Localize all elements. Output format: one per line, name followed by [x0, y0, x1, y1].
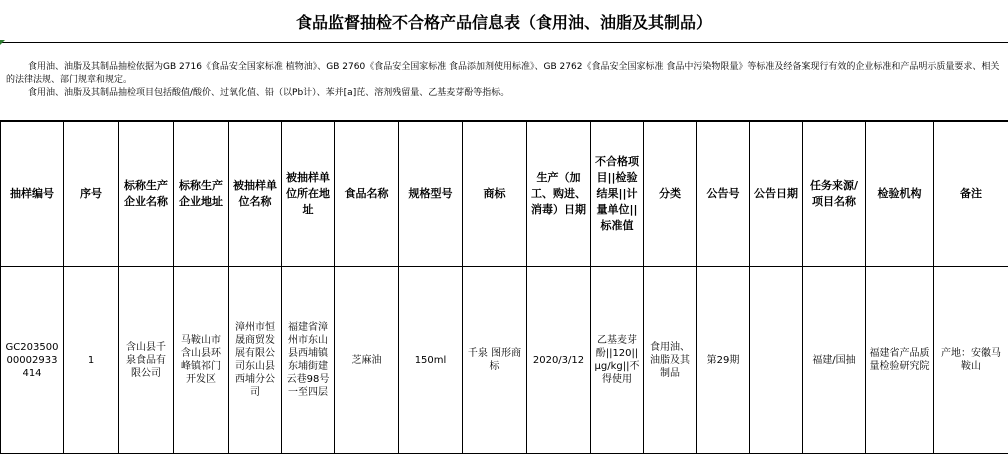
intro-standards-paragraph: 食用油、油脂及其制品抽检依据为GB 2716《食品安全国家标准 植物油》、GB 2760《食品安全国家标准 食品添加剂使用标准》、GB 2762《食品安全国家标准 食品中污染物限量》等标准及经备案现行有效的企业标准和产品明示质量要求、相关的法律法规、部门规章和规定。 [6, 61, 1002, 87]
cell-trademark: 千泉 图形商标 [463, 267, 527, 454]
table-row [1, 267, 1008, 454]
cell-announcement-no: 第29期 [697, 267, 750, 454]
cell-announcement-date [750, 267, 803, 454]
col-header-serial: 序号 [64, 122, 119, 267]
col-header-failed-item: 不合格项目||检验结果||计量单位||标准值 [591, 122, 644, 267]
col-header-sample-number: 抽样编号 [1, 122, 64, 267]
col-header-sampled-unit-name: 被抽样单位名称 [229, 122, 282, 267]
cell-production-date: 2020/3/12 [527, 267, 591, 454]
table-header-row [1, 122, 1008, 267]
col-header-food-name: 食品名称 [335, 122, 399, 267]
cell-category: 食用油、油脂及其制品 [644, 267, 697, 454]
cell-spec: 150ml [399, 267, 463, 454]
intro-block [0, 43, 1008, 121]
col-header-category: 分类 [644, 122, 697, 267]
col-header-trademark: 商标 [463, 122, 527, 267]
col-header-producer-name: 标称生产企业名称 [119, 122, 174, 267]
cell-producer-address: 马鞍山市含山县环峰镇祁门开发区 [174, 267, 229, 454]
cell-sampled-unit-name: 漳州市恒晟商贸发展有限公司东山县西埔分公司 [229, 267, 282, 454]
cell-failed-item: 乙基麦芽酚||120||μg/kg||不得使用 [591, 267, 644, 454]
col-header-production-date: 生产（加工、购进、消毒）日期 [527, 122, 591, 267]
col-header-remarks: 备注 [934, 122, 1008, 267]
cell-remarks: 产地：安徽马鞍山 [934, 267, 1008, 454]
cell-food-name: 芝麻油 [335, 267, 399, 454]
col-header-announcement-date: 公告日期 [750, 122, 803, 267]
cell-serial: 1 [64, 267, 119, 454]
cell-task-source: 福建/国抽 [803, 267, 866, 454]
cell-producer-name: 含山县千泉食品有限公司 [119, 267, 174, 454]
col-header-producer-address: 标称生产企业地址 [174, 122, 229, 267]
unqualified-products-table [0, 121, 1008, 454]
page-title-text: 食品监督抽检不合格产品信息表（食用油、油脂及其制品） [296, 10, 712, 33]
col-header-testing-agency: 检验机构 [866, 122, 934, 267]
cell-sampled-unit-address: 福建省漳州市东山县西埔镇东埔街建云巷98号一至四层 [282, 267, 335, 454]
intro-items-paragraph: 食用油、油脂及其制品抽检项目包括酸值/酸价、过氧化值、铅（以Pb计）、苯并[a]芘、溶剂残留量、乙基麦芽酚等指标。 [6, 87, 1002, 100]
cell-sample-number: GC20350000002933414 [1, 267, 64, 454]
page-title [0, 0, 1008, 43]
col-header-sampled-unit-address: 被抽样单位所在地址 [282, 122, 335, 267]
col-header-announcement-no: 公告号 [697, 122, 750, 267]
cell-testing-agency: 福建省产品质量检验研究院 [866, 267, 934, 454]
col-header-task-source: 任务来源/项目名称 [803, 122, 866, 267]
col-header-spec: 规格型号 [399, 122, 463, 267]
